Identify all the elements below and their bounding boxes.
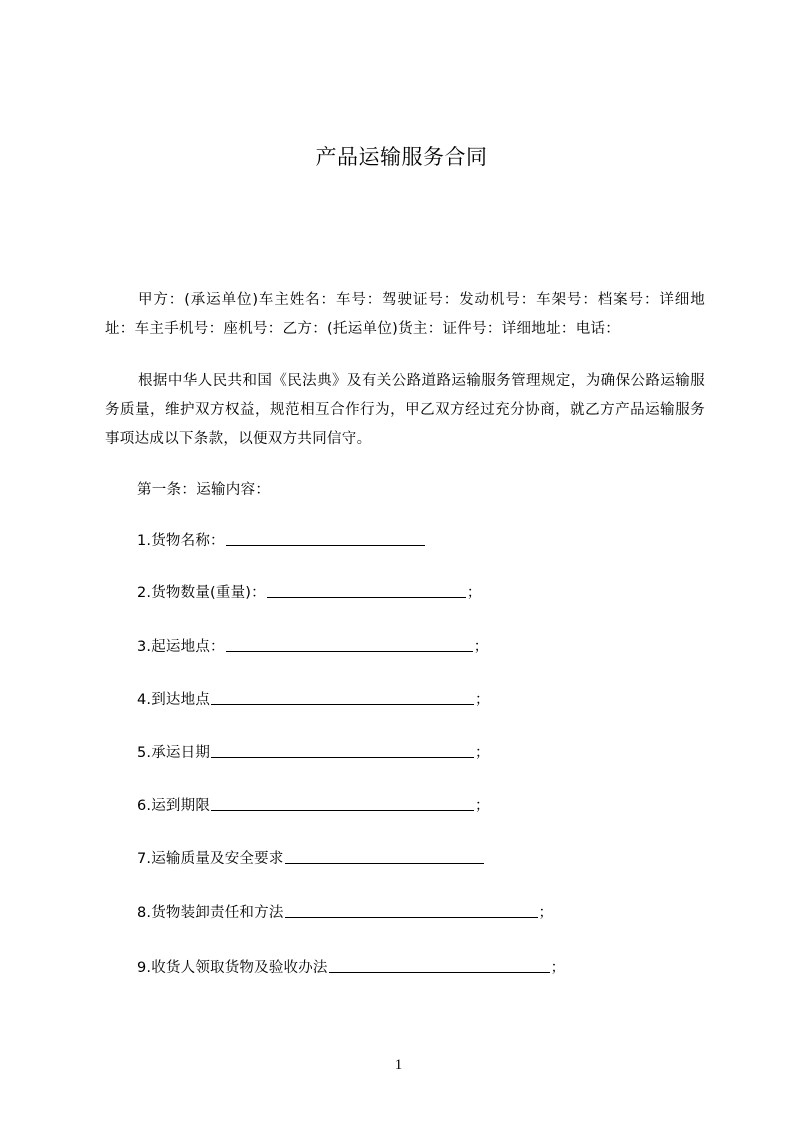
fill-in-blank — [226, 637, 473, 652]
fill-in-blank — [226, 531, 425, 546]
fill-in-blank — [267, 583, 466, 598]
item-label: 9.收货人领取货物及验收办法 — [137, 960, 328, 976]
item-quality-safety — [137, 845, 485, 873]
item-label: 8.货物装卸责任和方法 — [137, 905, 284, 921]
item-shipping-date — [137, 739, 490, 767]
fill-in-blank — [285, 849, 484, 864]
fill-in-blank — [211, 690, 474, 705]
item-suffix: ； — [475, 798, 490, 814]
item-label: 7.运输质量及安全要求 — [137, 851, 284, 867]
item-suffix: ； — [475, 692, 490, 708]
parties-paragraph: 甲方：(承运单位)车主姓名：车号：驾驶证号：发动机号：车架号：档案号：详细地址：车主手机号：座机号：乙方：(托运单位)货主：证件号：详细地址：电话： — [105, 292, 705, 337]
item-suffix: ； — [538, 905, 554, 921]
item-goods-quantity — [137, 579, 482, 607]
document-title: 产品运输服务合同 — [315, 145, 488, 169]
item-suffix: ； — [466, 585, 482, 601]
item-arrival-place — [137, 686, 490, 714]
page-number: 1 — [394, 1057, 403, 1073]
fill-in-blank — [329, 958, 550, 973]
fill-in-blank — [211, 796, 474, 811]
item-receipt-inspection — [137, 954, 565, 982]
item-label: 4.到达地点 — [137, 692, 211, 708]
item-suffix: ； — [550, 960, 566, 976]
fill-in-blank — [211, 743, 474, 758]
item-label: 5.承运日期 — [137, 745, 211, 761]
item-label: 6.运到期限 — [137, 798, 211, 814]
item-loading-responsibility — [137, 899, 553, 927]
item-suffix: ； — [475, 745, 490, 761]
item-label: 1.货物名称： — [137, 533, 225, 549]
item-departure-place — [137, 633, 488, 661]
item-delivery-deadline — [137, 792, 490, 820]
article-one-heading: 第一条：运输内容： — [137, 482, 271, 498]
item-suffix: ； — [473, 639, 489, 655]
item-goods-name — [137, 527, 426, 555]
intro-paragraph: 根据中华人民共和国《民法典》及有关公路道路运输服务管理规定，为确保公路运输服务质量，维护双方权益，规范相互合作行为，甲乙双方经过充分协商，就乙方产品运输服务事项达成以下条款，以便双方共同信守。 — [105, 373, 705, 447]
item-label: 3.起运地点： — [137, 639, 225, 655]
fill-in-blank — [285, 903, 538, 918]
item-label: 2.货物数量(重量)： — [137, 585, 266, 601]
